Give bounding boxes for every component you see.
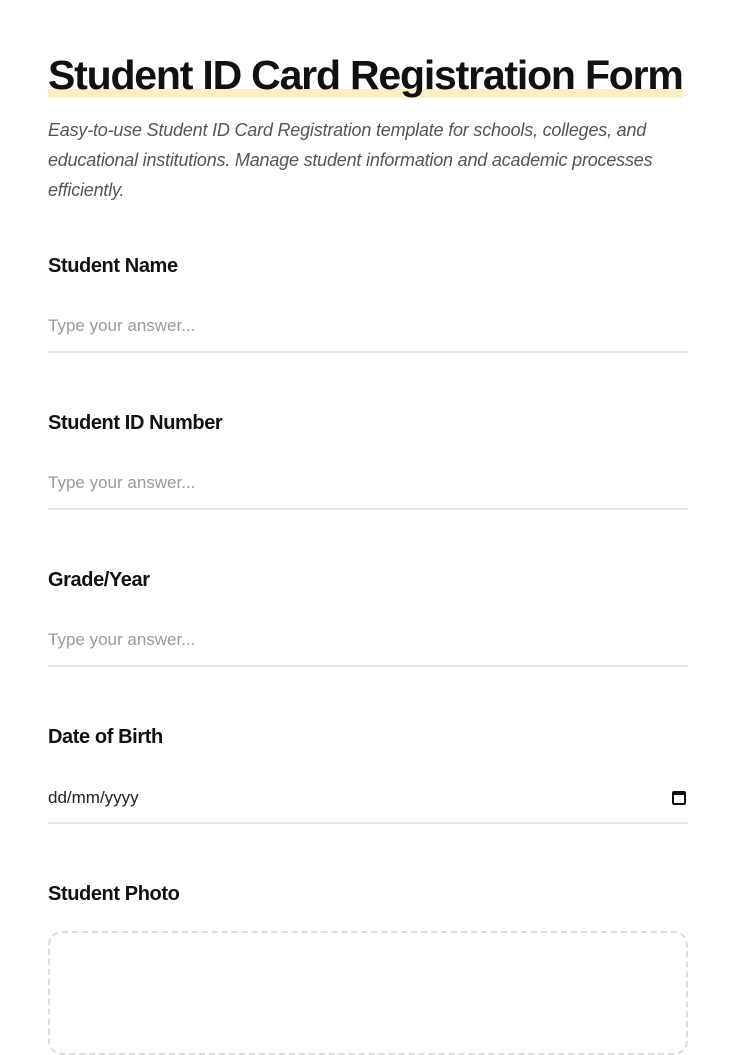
input-placeholder: Type your answer...: [48, 473, 196, 492]
calendar-icon[interactable]: [672, 791, 686, 805]
field-label: Student ID Number: [48, 412, 223, 434]
field-label: Grade/Year: [48, 569, 150, 591]
field-label: Student Name: [48, 255, 178, 277]
date-placeholder: dd/mm/yyyy: [48, 788, 139, 807]
field-student-photo: [48, 880, 688, 1055]
field-label: Student Photo: [48, 883, 180, 905]
field-label: Date of Birth: [48, 726, 163, 748]
photo-upload-dropzone[interactable]: [48, 931, 688, 1055]
page-title-text: Student ID Card Registration Form: [48, 52, 683, 98]
input-placeholder: Type your answer...: [48, 316, 196, 335]
student-name-input[interactable]: [48, 303, 688, 353]
grade-year-input[interactable]: [48, 617, 688, 667]
page-title: [48, 48, 688, 103]
field-date-of-birth: [48, 723, 688, 824]
input-placeholder: Type your answer...: [48, 630, 196, 649]
form-description: Easy-to-use Student ID Card Registration template for schools, colleges, and educational institutions. Manage student information and academic processes efficiently.: [48, 120, 653, 200]
field-student-id: [48, 409, 688, 510]
date-of-birth-input[interactable]: [48, 774, 688, 824]
field-grade-year: [48, 566, 688, 667]
student-id-input[interactable]: [48, 460, 688, 510]
field-student-name: [48, 252, 688, 353]
